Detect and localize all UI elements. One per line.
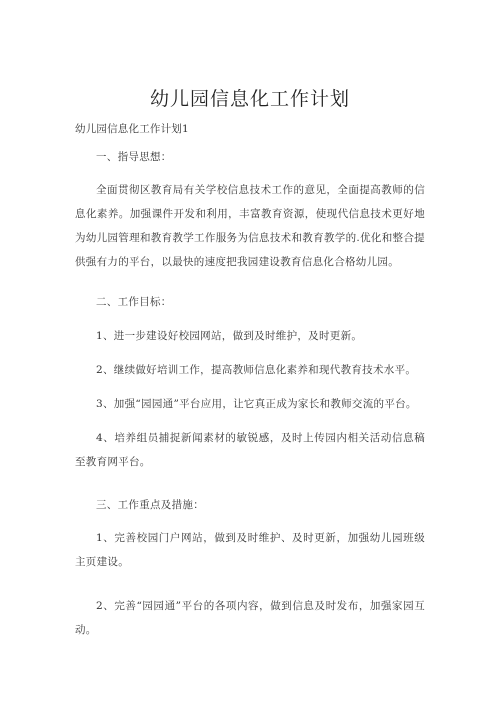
document-subtitle: 幼儿园信息化工作计划1 — [75, 123, 189, 135]
list-item-goal-4: 4、培养组员捕捉新闻素材的敏锐感，及时上传园内相关活动信息稿至教育网平台。 — [75, 432, 425, 468]
paragraph-guiding: 全面贯彻区教育局有关学校信息技术工作的意见，全面提高教师的信息化素养。加强课件开发和利用，丰富教育资源，使现代信息技术更好地为幼儿园管理和教育教学工作服务为信息技术和教育教学的.优化和整合提供强有力的平台，以最快的速度把我园建设教育信息化合格幼儿园。 — [75, 184, 425, 268]
list-item-measure-1: 1、完善校园门户网站，做到及时维护、及时更新，加强幼儿园班级主页建设。 — [75, 532, 425, 568]
section-heading-guiding: 一、指导思想： — [96, 151, 172, 163]
section-heading-goals: 二、工作目标： — [96, 296, 172, 308]
list-item-goal-2: 2、继续做好培训工作，提高教师信息化素养和现代教育技术水平。 — [96, 364, 417, 376]
list-item-goal-3: 3、加强“园园通”平台应用，让它真正成为家长和教师交流的平台。 — [96, 398, 417, 410]
section-heading-measures: 三、工作重点及措施： — [96, 499, 204, 511]
document-title: 幼儿园信息化工作计划 — [149, 88, 350, 110]
list-item-measure-2: 2、完善“园园通”平台的各项内容，做到信息及时发布，加强家园互动。 — [75, 600, 425, 636]
list-item-goal-1: 1、进一步建设好校园网站，做到及时维护，及时更新。 — [96, 330, 363, 342]
